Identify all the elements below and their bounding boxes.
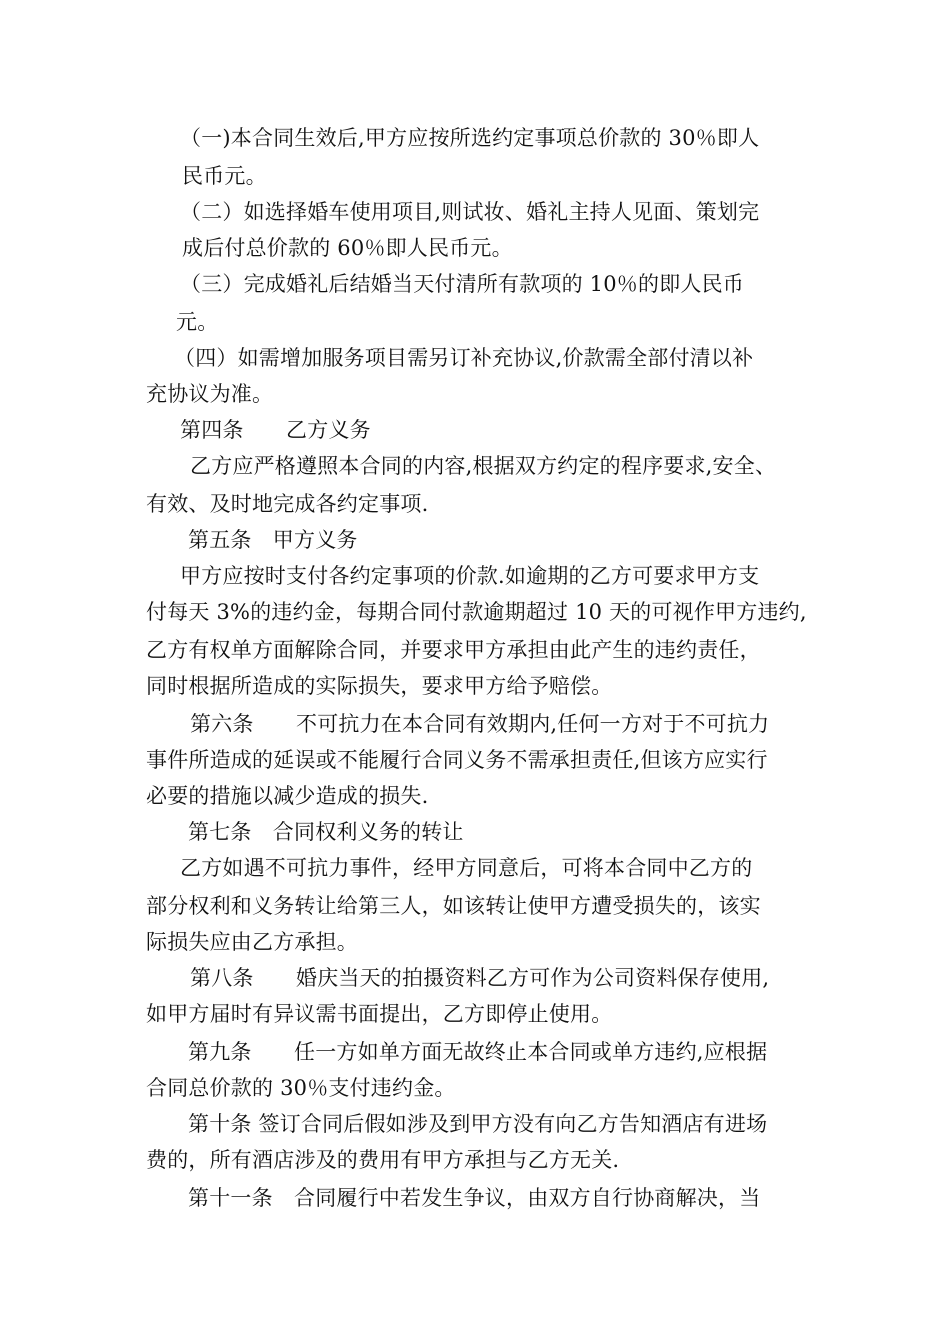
text-line: 乙方有权单方面解除合同，并要求甲方承担由此产生的违约责任， [146, 638, 761, 662]
text-line: 同时根据所造成的实际损失，要求甲方给予赔偿。 [146, 674, 613, 698]
text-line: 如甲方届时有异议需书面提出，乙方即停止使用。 [146, 1002, 613, 1026]
text-line: 民币元。 [182, 164, 267, 188]
text-line: 第八条 婚庆当天的拍摄资料乙方可作为公司资料保存使用, [190, 966, 770, 990]
text-line: 甲方应按时支付各约定事项的价款.如逾期的乙方可要求甲方支 [180, 564, 760, 588]
text-line: 成后付总价款的 60％即人民币元。 [182, 236, 513, 260]
text-line: 乙方应严格遵照本合同的内容,根据双方约定的程序要求,安全、 [190, 454, 777, 478]
text-line: 第六条 不可抗力在本合同有效期内,任何一方对于不可抗力 [190, 712, 770, 736]
text-line: （四）如需增加服务项目需另订补充协议,价款需全部付清以补 [174, 346, 754, 370]
text-line: 合同总价款的 30％支付违约金。 [146, 1076, 456, 1100]
text-line: （三）完成婚礼后结婚当天付清所有款项的 10％的即人民币 [180, 272, 744, 296]
text-line: （二）如选择婚车使用项目,则试妆、婚礼主持人见面、策划完 [180, 200, 760, 224]
section-heading: 第四条 乙方义务 [180, 418, 371, 442]
text-line: 第十条 签订合同后假如涉及到甲方没有向乙方告知酒店有进场 [188, 1112, 768, 1136]
text-line: 费的，所有酒店涉及的费用有甲方承担与乙方无关. [146, 1148, 620, 1172]
text-line: 第十一条 合同履行中若发生争议，由双方自行协商解决，当 [188, 1186, 761, 1210]
text-line: 元。 [176, 310, 219, 334]
text-line: 必要的措施以减少造成的损失. [146, 784, 429, 808]
text-line: 际损失应由乙方承担。 [146, 930, 358, 954]
text-line: 付每天 3%的违约金，每期合同付款逾期超过 10 天的可视作甲方违约, [146, 600, 807, 624]
text-line: 第九条 任一方如单方面无故终止本合同或单方违约,应根据 [188, 1040, 768, 1064]
section-heading: 第五条 甲方义务 [188, 528, 358, 552]
text-line: 事件所造成的延误或不能履行合同义务不需承担责任,但该方应实行 [146, 748, 768, 772]
text-line: 充协议为准。 [146, 382, 274, 406]
text-line: 乙方如遇不可抗力事件，经甲方同意后，可将本合同中乙方的 [180, 856, 753, 880]
text-line: 部分权利和义务转让给第三人，如该转让使甲方遭受损失的，该实 [146, 894, 761, 918]
text-line: 有效、及时地完成各约定事项. [146, 492, 429, 516]
section-heading: 第七条 合同权利义务的转让 [188, 820, 464, 844]
text-line: （一)本合同生效后,甲方应按所选约定事项总价款的 30％即人 [180, 126, 760, 150]
